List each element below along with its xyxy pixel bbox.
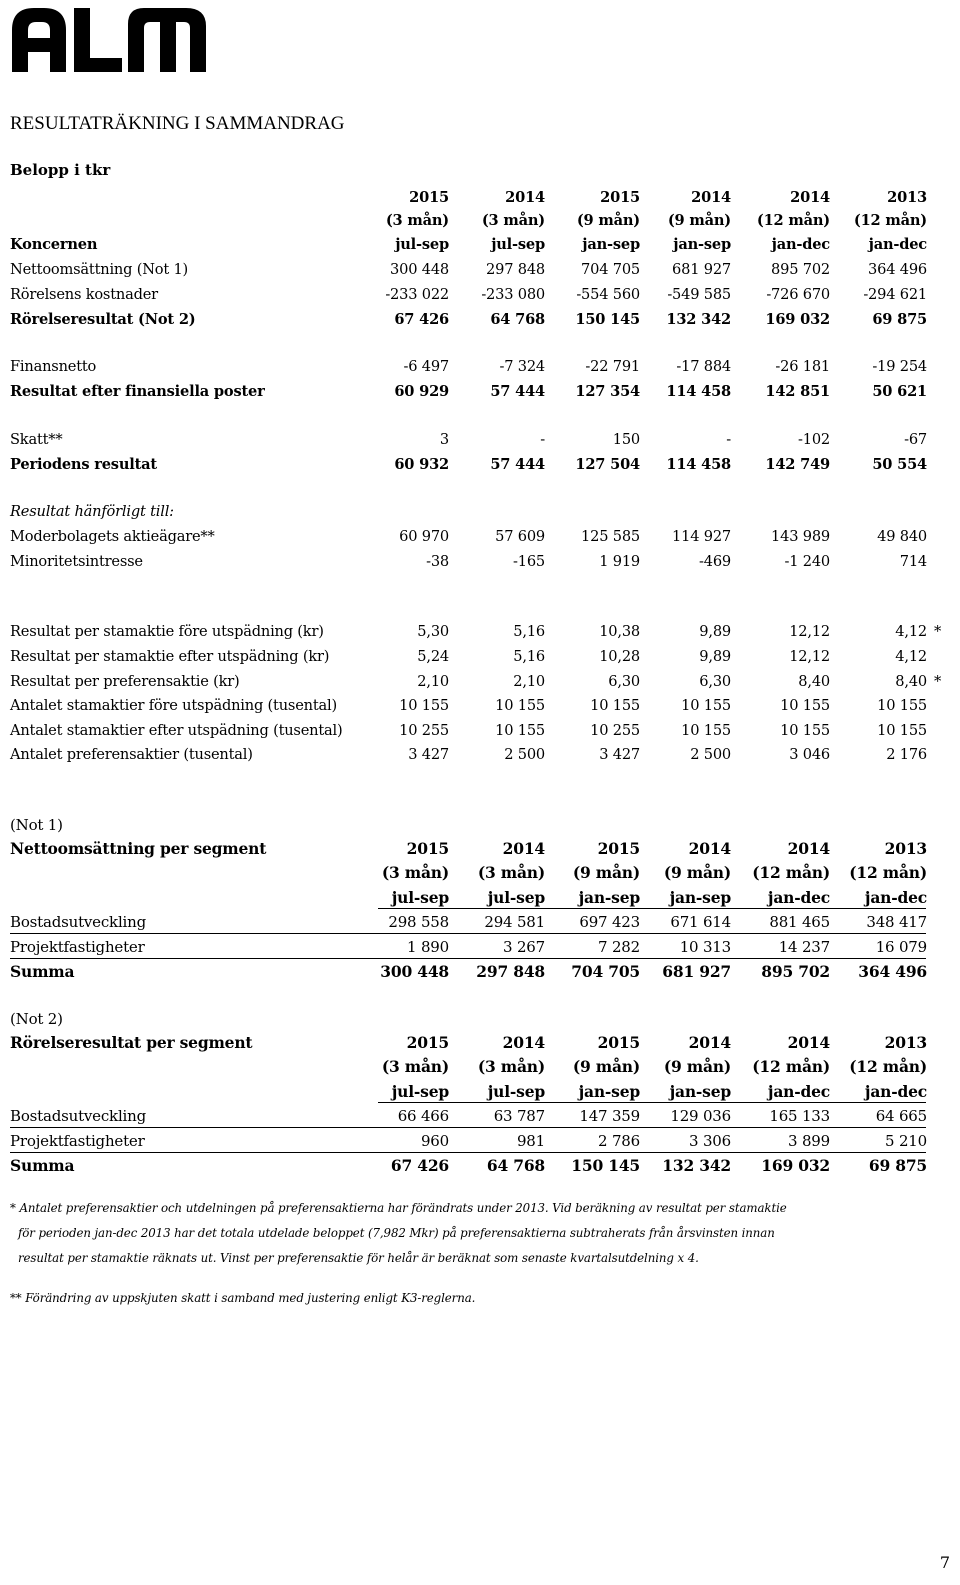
cell-value: 10 255 (399, 722, 449, 739)
footnote-star-line-3: resultat per stamaktie räknats ut. Vinst per preferensaktie för helår är beräknat som senaste kvartalsutdelning x 4. (18, 1251, 699, 1265)
cell-value: 704 705 (581, 261, 640, 278)
row-label: Projektfastigheter (10, 1132, 145, 1150)
cell-value: 1 919 (599, 553, 640, 570)
cell-value: 129 036 (670, 1107, 731, 1125)
cell-value: 981 (516, 1132, 545, 1150)
cell-value: -1 240 (784, 553, 830, 570)
cell-value: 881 465 (769, 913, 830, 931)
header-months: (9 mån) (572, 863, 640, 882)
table-row (0, 645, 960, 669)
header-months: (12 mån) (752, 1057, 830, 1076)
row-label: Minoritetsintresse (10, 553, 143, 570)
row-label: Resultat per stamaktie före utspädning (kr) (10, 623, 324, 640)
sum-row (0, 960, 960, 984)
cell-value: 2 786 (598, 1132, 640, 1150)
header-year: 2015 (597, 839, 640, 858)
cell-value: 127 354 (575, 383, 640, 400)
cell-value: 132 342 (662, 1156, 731, 1175)
row-label: Rörelsens kostnader (10, 286, 158, 303)
note1-title-row (0, 837, 960, 861)
cell-value: 297 848 (486, 261, 545, 278)
table-row (0, 525, 960, 549)
header-months: (3 mån) (477, 863, 545, 882)
header-period: jan-sep (578, 1082, 640, 1101)
header-months: (12 mån) (853, 212, 927, 229)
cell-value: 2 500 (504, 746, 545, 763)
cell-value: 2,10 (513, 673, 545, 690)
cell-value: -294 621 (863, 286, 927, 303)
header-months: (3 mån) (385, 212, 449, 229)
table-row (0, 1104, 960, 1128)
header-period: jan-sep (582, 236, 640, 253)
cell-value: 69 875 (872, 311, 927, 328)
header-period: jul-sep (395, 236, 449, 253)
row-label: Resultat per preferensaktie (kr) (10, 673, 240, 690)
header-year: 2015 (406, 1033, 449, 1052)
cell-value: -19 254 (872, 358, 927, 375)
header-months: (9 mån) (576, 212, 640, 229)
cell-value: 142 749 (765, 456, 830, 473)
cell-value: 67 426 (394, 311, 449, 328)
cell-value: 714 (899, 553, 927, 570)
header-months: (3 mån) (381, 1057, 449, 1076)
header-months: (9 mån) (663, 1057, 731, 1076)
cell-value: 12,12 (789, 648, 830, 665)
row-label: Antalet stamaktier före utspädning (tusental) (10, 697, 337, 714)
cell-value: 150 (612, 431, 640, 448)
cell-value: -554 560 (576, 286, 640, 303)
cell-value: 7 282 (598, 938, 640, 956)
table-row (0, 428, 960, 452)
cell-value: 6,30 (699, 673, 731, 690)
cell-value: 3 267 (503, 938, 545, 956)
cell-value: 10 155 (780, 722, 830, 739)
cell-value: 960 (420, 1132, 449, 1150)
header-year: 2014 (790, 189, 830, 206)
cell-value: 10 155 (590, 697, 640, 714)
header-months: (12 mån) (849, 863, 927, 882)
table-row (0, 910, 960, 934)
cell-value: 3 427 (599, 746, 640, 763)
header-months: (3 mån) (477, 1057, 545, 1076)
cell-value: 50 554 (872, 456, 927, 473)
header-year: 2013 (884, 839, 927, 858)
table-row (0, 283, 960, 307)
header-period: jan-dec (767, 888, 830, 907)
cell-value: -233 080 (481, 286, 545, 303)
cell-value: -102 (798, 431, 830, 448)
cell-value: 10 155 (399, 697, 449, 714)
cell-value: 114 927 (672, 528, 731, 545)
cell-value: 50 621 (872, 383, 927, 400)
cell-value: 16 079 (875, 938, 927, 956)
page-number: 7 (939, 1553, 950, 1572)
cell-value: 895 702 (771, 261, 830, 278)
header-year: 2015 (409, 189, 449, 206)
note2-title-row (0, 1031, 960, 1055)
underline-divider (10, 1127, 926, 1128)
cell-value: 114 458 (666, 456, 731, 473)
header-year: 2013 (887, 189, 927, 206)
cell-value: 4,12 (895, 648, 927, 665)
header-period: jan-sep (669, 1082, 731, 1101)
cell-value: 132 342 (666, 311, 731, 328)
note1-months-row (0, 861, 960, 885)
cell-value: 10 155 (780, 697, 830, 714)
underline-divider (10, 958, 926, 959)
cell-value: -7 324 (499, 358, 545, 375)
note1-periods-row (0, 886, 960, 910)
row-label: Projektfastigheter (10, 938, 145, 956)
cell-value: - (726, 431, 731, 448)
cell-value: 169 032 (765, 311, 830, 328)
header-period: jan-sep (673, 236, 731, 253)
cell-value: 142 851 (765, 383, 830, 400)
header-period: jan-dec (868, 236, 927, 253)
header-period: jan-dec (864, 1082, 927, 1101)
cell-value: 169 032 (761, 1156, 830, 1175)
row-label: Summa (10, 962, 75, 981)
cell-value: 66 466 (397, 1107, 449, 1125)
cell-value: 2,10 (417, 673, 449, 690)
header-period: jul-sep (487, 888, 545, 907)
cell-value: 5 210 (885, 1132, 927, 1150)
cell-value: 10 155 (681, 697, 731, 714)
header-months: (12 mån) (849, 1057, 927, 1076)
table-row (0, 935, 960, 959)
header-period: jan-dec (864, 888, 927, 907)
row-label: Moderbolagets aktieägare** (10, 528, 215, 545)
sum-row (0, 1154, 960, 1178)
footnote-star-line-1: * Antalet preferensaktier och utdelningen på preferensaktierna har förändrats under 2013. Vid beräkning av resultat per stamaktie (10, 1201, 787, 1215)
table-row (0, 620, 960, 644)
cell-value: 3 427 (408, 746, 449, 763)
note2-months-row (0, 1055, 960, 1079)
cell-value: 67 426 (390, 1156, 449, 1175)
cell-value: 704 705 (571, 962, 640, 981)
footnote-marker: * (934, 673, 942, 690)
table-row (0, 1129, 960, 1153)
header-period: jul-sep (491, 236, 545, 253)
cell-value: 64 768 (486, 1156, 545, 1175)
cell-value: 60 970 (399, 528, 449, 545)
footnote-marker: * (934, 623, 942, 640)
note2-periods-row (0, 1080, 960, 1104)
cell-value: 10,38 (599, 623, 640, 640)
cell-value: 298 558 (388, 913, 449, 931)
cell-value: 60 929 (394, 383, 449, 400)
note-ref: (Not 2) (10, 1010, 63, 1028)
cell-value: 5,24 (417, 648, 449, 665)
note1-ref (0, 813, 960, 837)
table-row (0, 743, 960, 767)
note-title: Nettoomsättning per segment (10, 839, 267, 858)
header-year: 2014 (502, 839, 545, 858)
cell-value: -38 (426, 553, 449, 570)
header-period: jan-sep (669, 888, 731, 907)
cell-value: 57 444 (490, 456, 545, 473)
row-label: Resultat per stamaktie efter utspädning (kr) (10, 648, 330, 665)
alm-logo (10, 2, 210, 74)
header-year: 2014 (787, 839, 830, 858)
header-months: (9 mån) (572, 1057, 640, 1076)
cell-value: 49 840 (877, 528, 927, 545)
cell-value: 4,12 (895, 623, 927, 640)
cell-value: 294 581 (484, 913, 545, 931)
cell-value: 9,89 (699, 623, 731, 640)
cell-value: -469 (699, 553, 731, 570)
header-months: (3 mån) (481, 212, 545, 229)
header-period: jul-sep (391, 888, 449, 907)
cell-value: 3 046 (789, 746, 830, 763)
header-year: 2014 (691, 189, 731, 206)
cell-value: -165 (513, 553, 545, 570)
table-row (0, 453, 960, 477)
cell-value: -726 670 (766, 286, 830, 303)
footnote-double-star: ** Förändring av uppskjuten skatt i samband med justering enligt K3-reglerna. (10, 1291, 476, 1305)
report-title: RESULTATRÄKNING I SAMMANDRAG (10, 113, 345, 134)
cell-value: 10 155 (877, 697, 927, 714)
underline-divider (10, 1152, 926, 1153)
cell-value: 165 133 (769, 1107, 830, 1125)
cell-value: 10 155 (495, 697, 545, 714)
cell-value: 143 989 (771, 528, 830, 545)
table-row (0, 694, 960, 718)
cell-value: 3 (439, 431, 449, 448)
cell-value: 10 155 (495, 722, 545, 739)
cell-value: -22 791 (585, 358, 640, 375)
row-label: Summa (10, 1156, 75, 1175)
header-months: (9 mån) (667, 212, 731, 229)
cell-value: 127 504 (575, 456, 640, 473)
cell-value: 114 458 (666, 383, 731, 400)
header-period: jan-dec (767, 1082, 830, 1101)
cell-value: 57 609 (495, 528, 545, 545)
cell-value: 297 848 (476, 962, 545, 981)
header-year: 2015 (600, 189, 640, 206)
note-title: Rörelseresultat per segment (10, 1033, 253, 1052)
cell-value: 125 585 (581, 528, 640, 545)
header-year: 2014 (688, 839, 731, 858)
cell-value: 5,16 (513, 623, 545, 640)
header-year: 2013 (884, 1033, 927, 1052)
cell-value: 9,89 (699, 648, 731, 665)
cell-value: 57 444 (490, 383, 545, 400)
table-row (0, 550, 960, 574)
header-months: (9 mån) (663, 863, 731, 882)
cell-value: 300 448 (380, 962, 449, 981)
cell-value: 10 155 (681, 722, 731, 739)
cell-value: 348 417 (866, 913, 927, 931)
cell-value: -6 497 (403, 358, 449, 375)
cell-value: 64 768 (490, 311, 545, 328)
table-row (0, 355, 960, 379)
cell-value: 10 255 (590, 722, 640, 739)
header-period: jan-dec (771, 236, 830, 253)
cell-value: -26 181 (775, 358, 830, 375)
cell-value: 8,40 (798, 673, 830, 690)
cell-value: 10,28 (599, 648, 640, 665)
cell-value: -17 884 (676, 358, 731, 375)
header-period: jan-sep (578, 888, 640, 907)
underline-divider (10, 933, 926, 934)
header-year: 2014 (505, 189, 545, 206)
cell-value: -549 585 (667, 286, 731, 303)
cell-value: 60 932 (394, 456, 449, 473)
cell-value: -233 022 (385, 286, 449, 303)
header-years (0, 186, 960, 210)
header-period: jul-sep (391, 1082, 449, 1101)
table-row (0, 380, 960, 404)
header-year: 2015 (597, 1033, 640, 1052)
cell-value: 10 313 (679, 938, 731, 956)
cell-value: 364 496 (858, 962, 927, 981)
cell-value: - (540, 431, 545, 448)
header-period: jul-sep (487, 1082, 545, 1101)
note2-ref (0, 1007, 960, 1031)
cell-value: 364 496 (868, 261, 927, 278)
header-months (0, 209, 960, 233)
cell-value: 671 614 (670, 913, 731, 931)
amount-unit: Belopp i tkr (10, 161, 111, 179)
row-label: Skatt** (10, 431, 63, 448)
table-row (0, 719, 960, 743)
underline-divider (378, 908, 926, 909)
header-year: 2015 (406, 839, 449, 858)
cell-value: 5,16 (513, 648, 545, 665)
cell-value: 5,30 (417, 623, 449, 640)
attribution-heading-text: Resultat hänförligt till: (10, 503, 174, 520)
header-year: 2014 (688, 1033, 731, 1052)
table-row (0, 308, 960, 332)
cell-value: 8,40 (895, 673, 927, 690)
row-label: Finansnetto (10, 358, 97, 375)
cell-value: -67 (904, 431, 927, 448)
cell-value: 681 927 (672, 261, 731, 278)
cell-value: 3 899 (788, 1132, 830, 1150)
header-year: 2014 (502, 1033, 545, 1052)
cell-value: 69 875 (868, 1156, 927, 1175)
group-label: Koncernen (10, 236, 98, 253)
attribution-heading (0, 500, 960, 524)
cell-value: 1 890 (407, 938, 449, 956)
cell-value: 6,30 (608, 673, 640, 690)
row-label: Periodens resultat (10, 456, 157, 473)
row-label: Antalet stamaktier efter utspädning (tusental) (10, 722, 343, 739)
cell-value: 895 702 (761, 962, 830, 981)
cell-value: 2 176 (886, 746, 927, 763)
row-label: Resultat efter finansiella poster (10, 383, 265, 400)
cell-value: 150 145 (571, 1156, 640, 1175)
header-periods (0, 233, 960, 257)
cell-value: 14 237 (778, 938, 830, 956)
cell-value: 147 359 (579, 1107, 640, 1125)
footnote-star-line-2: för perioden jan-dec 2013 har det totala utdelade beloppet (7,982 Mkr) på preferensaktierna subtraherats från årsvinsten innan (18, 1226, 775, 1240)
table-row (0, 258, 960, 282)
row-label: Bostadsutveckling (10, 1107, 147, 1125)
cell-value: 63 787 (493, 1107, 545, 1125)
table-row (0, 670, 960, 694)
underline-divider (378, 1102, 926, 1103)
cell-value: 2 500 (690, 746, 731, 763)
row-label: Nettoomsättning (Not 1) (10, 261, 189, 278)
note-ref: (Not 1) (10, 816, 63, 834)
cell-value: 300 448 (390, 261, 449, 278)
cell-value: 12,12 (789, 623, 830, 640)
header-year: 2014 (787, 1033, 830, 1052)
row-label: Rörelseresultat (Not 2) (10, 311, 196, 328)
row-label: Bostadsutveckling (10, 913, 147, 931)
cell-value: 10 155 (877, 722, 927, 739)
row-label: Antalet preferensaktier (tusental) (10, 746, 253, 763)
header-months: (12 mån) (756, 212, 830, 229)
header-months: (3 mån) (381, 863, 449, 882)
cell-value: 64 665 (875, 1107, 927, 1125)
cell-value: 150 145 (575, 311, 640, 328)
header-months: (12 mån) (752, 863, 830, 882)
cell-value: 3 306 (689, 1132, 731, 1150)
cell-value: 697 423 (579, 913, 640, 931)
cell-value: 681 927 (662, 962, 731, 981)
